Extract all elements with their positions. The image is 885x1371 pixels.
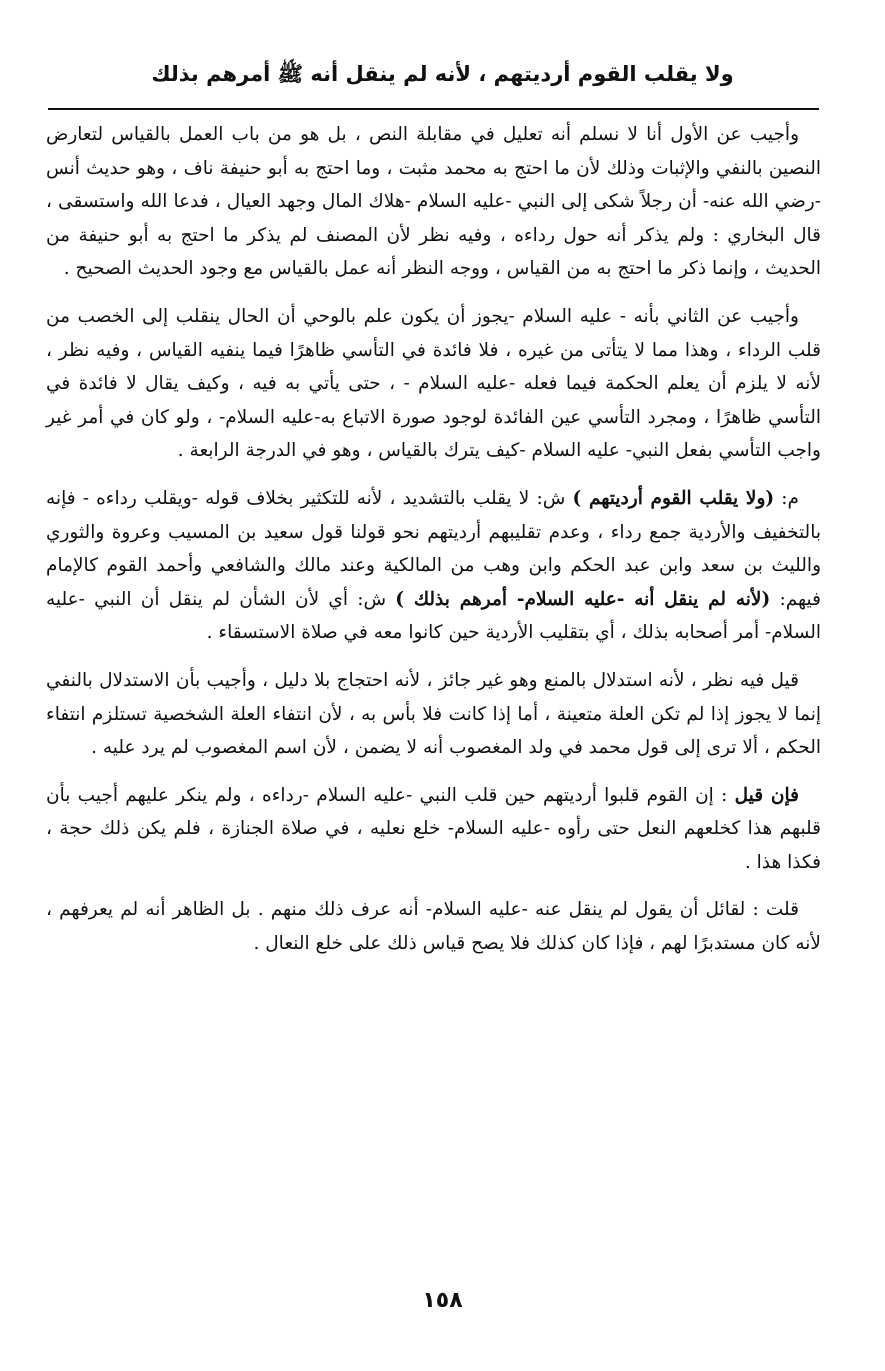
paragraph-5 <box>46 779 821 880</box>
paragraph-4: قيل فيه نظر ، لأنه استدلال بالمنع وهو غير جائز ، لأنه احتجاج بلا دليل ، وأجيب بأن الاستدلال بالنفي إنما لا يجوز إذا لم تكن العلة متعينة ، أما إذا كانت فلا بأس به ، لأن انتفاء العلة الشخصية تستلزم انتفاء الحكم ، ألا ترى إلى قول محمد في ولد المغصوب أنه لا يضمن ، لأن اسم المغصوب لم يرد عليه . <box>46 669 821 759</box>
paragraph-1: وأجيب عن الأول أنا لا نسلم أنه تعليل في مقابلة النص ، بل هو من باب العمل بالقياس لتعارض النصين بالنفي والإثبات وذلك لأن ما احتج به محمد مثبت ، وما احتج به أبو حنيفة ناف ، وهو حديث أنس -رضي الله عنه- أن رجلاً شكى إلى النبي -عليه السلام -هلاك المال وجهد العيال ، فدعا الله واستسقى ، قال البخاري : ولم يذكر أنه حول رداءه ، وفيه نظر لأن المصنف لم يذكر ما احتج به أبو حنيفة من الحديث ، وإنما ذكر ما احتج به من القياس ، ووجه النظر أنه عمل بالقياس مع وجود الحديث الصحيح . <box>46 124 821 280</box>
paragraph-5-lead: فإن قيل <box>734 784 799 806</box>
paragraph-6: قلت : لقائل أن يقول لم ينقل عنه -عليه السلام- أنه عرف ذلك منهم . بل الظاهر أنه لم يعرفهم ، لأنه كان مستدبرًا لهم ، فإذا كان كذلك فلا يصح قياس ذلك على خلع النعال . <box>46 899 821 955</box>
paragraph-3 <box>46 482 821 650</box>
body-text <box>46 118 821 961</box>
page-number: ١٥٨ <box>422 1288 463 1313</box>
paragraph-5-rest: : إن القوم قلبوا أرديتهم حين قلب النبي -عليه السلام -رداءه ، ولم ينكر عليهم أجيب بأن قلبهم هذا كخلعهم النعل حتى رأوه -عليه السلام- خلع نعليه ، في صلاة الجنازة ، فلم يكن ذلك حجة ، فكذا هذا . <box>46 784 821 873</box>
quoted-matn-1: (ولا يقلب القوم أرديتهم ) <box>572 487 775 509</box>
paragraph-3-intro: م: <box>774 487 799 509</box>
paragraph-3-end: ش: أي لأن الشأن لم ينقل أن النبي -عليه السلام- أمر أصحابه بذلك ، أي بتقليب الأردية حين كانوا معه في صلاة الاستسقاء . <box>46 588 821 644</box>
paragraph-3-middle: ش: لا يقلب بالتشديد ، لأنه للتكثير بخلاف قوله -ويقلب رداءه - فإنه بالتخفيف والأردية جمع رداء ، وعدم تقليبهم أرديتهم نحو قولنا قول سعيد بن المسيب وعروة والثوري والليث بن سعد وابن عبد الحكم وابن وهب من المالكية وعند مالك والشافعي وأحمد القوم كالإمام فيهم: <box>46 487 821 610</box>
running-header-title: ولا يقلب القوم أرديتهم ، لأنه لم ينقل أنه ﷺ أمرهم بذلك <box>151 62 734 86</box>
paragraph-2: وأجيب عن الثاني بأنه - عليه السلام -يجوز أن يكون علم بالوحي أن الحال ينقلب إلى الخصب من قلب الرداء ، وهذا مما لا يتأتى من غيره ، فلا فائدة في التأسي ظاهرًا فيما ينفيه القياس ، وفيه نظر ، لأنه لا يلزم أن يعلم الحكمة فيما فعله -عليه السلام - ، حتى يأتي به فيه ، وكيف يقال لا فائدة في التأسي ظاهرًا ، ومجرد التأسي عين الفائدة لوجود صورة الاتباع به-عليه السلام- ، ولو كان في أمر غير واجب التأسي بفعل النبي- عليه السلام -كيف يترك بالقياس ، وهو في الدرجة الرابعة . <box>46 305 821 462</box>
quoted-matn-2: (لأنه لم ينقل أنه -عليه السلام- أمرهم بذلك ) <box>395 588 771 610</box>
header-rule <box>48 108 819 110</box>
